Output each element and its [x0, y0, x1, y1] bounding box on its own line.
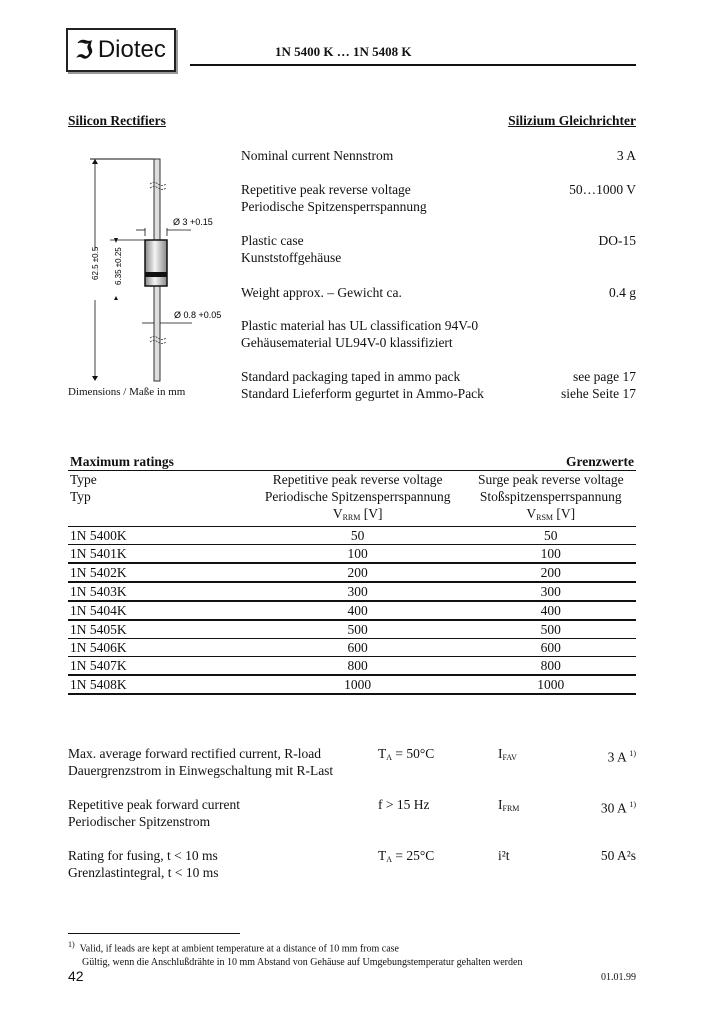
spec-repetitive-peak-reverse-voltage — [241, 181, 636, 215]
header-row-en — [68, 471, 636, 489]
table-row: 1N 5400K 50 50 — [68, 527, 636, 545]
svg-text:6.35 ±0.25: 6.35 ±0.25 — [114, 247, 123, 285]
spec-label: Weight approx. – Gewicht ca. — [241, 285, 402, 300]
char-average-forward-current: Max. average forward rectified current, R-load Dauergrenzstrom in Einwegschaltung mit R-Last $T_A = 50^\circ C$ $I_{FAV}$ 3 A $^{1)}$ — [68, 746, 636, 778]
col-vrrm-symbol: $V_{RRM}$ [V] — [250, 505, 466, 527]
section-title-en: Silicon Rectifiers — [68, 113, 166, 128]
value: 3 A $^{1)}$ — [607, 749, 636, 765]
ratings-title-row — [68, 452, 636, 471]
logo-mark-icon: ℑ — [76, 37, 93, 64]
footnote-en: Valid, if leads are kept at ambient temperature at a distance of 10 mm from case — [79, 943, 399, 955]
col-type-en: Type — [70, 472, 97, 487]
diode-dimension-drawing — [66, 150, 236, 390]
spec-weight — [241, 284, 636, 301]
col-vrrm-en: Repetitive peak reverse voltage — [272, 472, 443, 487]
footnote-de: Gültig, wenn die Anschlußdrähte in 10 mm Abstand von Gehäuse auf Umgebungstemperatur gehalten werden — [82, 957, 523, 969]
spec-label-de: Kunststoffgehäuse — [241, 250, 342, 265]
page-number: 42 — [68, 968, 84, 984]
spec-label: Plastic material has UL classification 94V-0 — [241, 318, 479, 333]
condition: $T_A = 25^\circ C$ — [378, 848, 435, 864]
spec-value — [561, 368, 636, 402]
value: 30 A $^{1)}$ — [600, 800, 636, 816]
footnote-marker: 1) — [68, 940, 75, 949]
col-vrsm-de: Stoßspitzensperrspannung — [479, 489, 622, 504]
spec-value: 3 A — [616, 148, 636, 163]
spec-value: 50…1000 V — [569, 182, 636, 197]
ratings-title-en: Maximum ratings — [68, 452, 250, 471]
symbol: $I_{FAV}$ — [498, 746, 517, 762]
page-title: 1N 5400 K … 1N 5408 K — [275, 44, 412, 59]
spec-label-de: Periodische Spitzensperrspannung — [241, 199, 427, 214]
spec-label-de: Gehäusematerial UL94V-0 klassifiziert — [241, 335, 453, 350]
ratings-title-de: Grenzwerte — [466, 452, 636, 471]
table-row: 1N 5408K 1000 1000 — [68, 675, 636, 694]
section-title-de: Silizium Gleichrichter — [508, 113, 636, 128]
logo-text: Diotec — [97, 36, 166, 63]
maximum-ratings-table — [68, 452, 636, 695]
svg-text:62.5 ±0.5: 62.5 ±0.5 — [91, 246, 100, 280]
table-row: 1N 5407K 800 800 — [68, 657, 636, 676]
spec-nominal-current — [241, 147, 636, 164]
spec-label: Repetitive peak reverse voltage — [241, 182, 411, 197]
dimensions-caption: Dimensions / Maße in mm — [68, 386, 186, 398]
col-vrsm-symbol: $V_{RSM}$ [V] — [466, 505, 636, 527]
spec-label-de: Standard Lieferform gegurtet in Ammo-Pack — [241, 386, 484, 401]
char-repetitive-peak-forward-current: Repetitive peak forward current Periodischer Spitzenstrom f > 15 Hz $I_{FRM}$ 30 A $^{1)}$ — [68, 797, 636, 829]
spec-packaging — [241, 368, 636, 402]
value: 50 A²s — [600, 848, 636, 863]
spec-label: Plastic case — [241, 233, 304, 248]
table-row: 1N 5402K 200 200 — [68, 563, 636, 582]
footnote — [68, 938, 638, 970]
spec-value: DO-15 — [598, 233, 636, 248]
table-row: 1N 5406K 600 600 — [68, 639, 636, 657]
see-page-link[interactable]: see page 17 — [573, 369, 636, 384]
diotec-logo — [66, 28, 176, 72]
table-row: 1N 5403K 300 300 — [68, 582, 636, 601]
revision-date: 01.01.99 — [601, 972, 636, 983]
char-rating-for-fusing: Rating for fusing, t < 10 ms Grenzlastintegral, t < 10 ms $T_A = 25^\circ C$ i²t 50 A²s — [68, 848, 636, 880]
spec-label: Standard packaging taped in ammo pack — [241, 369, 461, 384]
condition: $T_A = 50^\circ C$ — [378, 746, 435, 762]
col-type-de: Typ — [70, 489, 91, 504]
table-row: 1N 5401K 100 100 — [68, 545, 636, 564]
svg-text:Ø 0.8 +0.05: Ø 0.8 +0.05 — [174, 310, 222, 320]
spec-plastic-case — [241, 232, 636, 266]
title-rule — [190, 64, 636, 66]
header-row-de — [68, 488, 636, 505]
svg-text:Ø 3 +0.15: Ø 3 +0.15 — [173, 217, 213, 227]
table-row: 1N 5405K 500 500 — [68, 620, 636, 639]
header-row-symbols — [68, 505, 636, 527]
spec-ul-classification — [241, 317, 636, 351]
footnote-rule — [68, 933, 240, 934]
spec-label: Nominal current Nennstrom — [241, 148, 394, 163]
spec-value: 0.4 g — [609, 285, 636, 300]
siehe-seite-link[interactable]: siehe Seite 17 — [561, 386, 636, 401]
col-vrsm-en: Surge peak reverse voltage — [478, 472, 624, 487]
col-vrrm-de: Periodische Spitzensperrspannung — [264, 489, 451, 504]
condition: f > 15 Hz — [378, 797, 430, 812]
table-row: 1N 5404K 400 400 — [68, 601, 636, 620]
symbol: i²t — [498, 848, 510, 863]
symbol: $I_{FRM}$ — [498, 797, 520, 813]
